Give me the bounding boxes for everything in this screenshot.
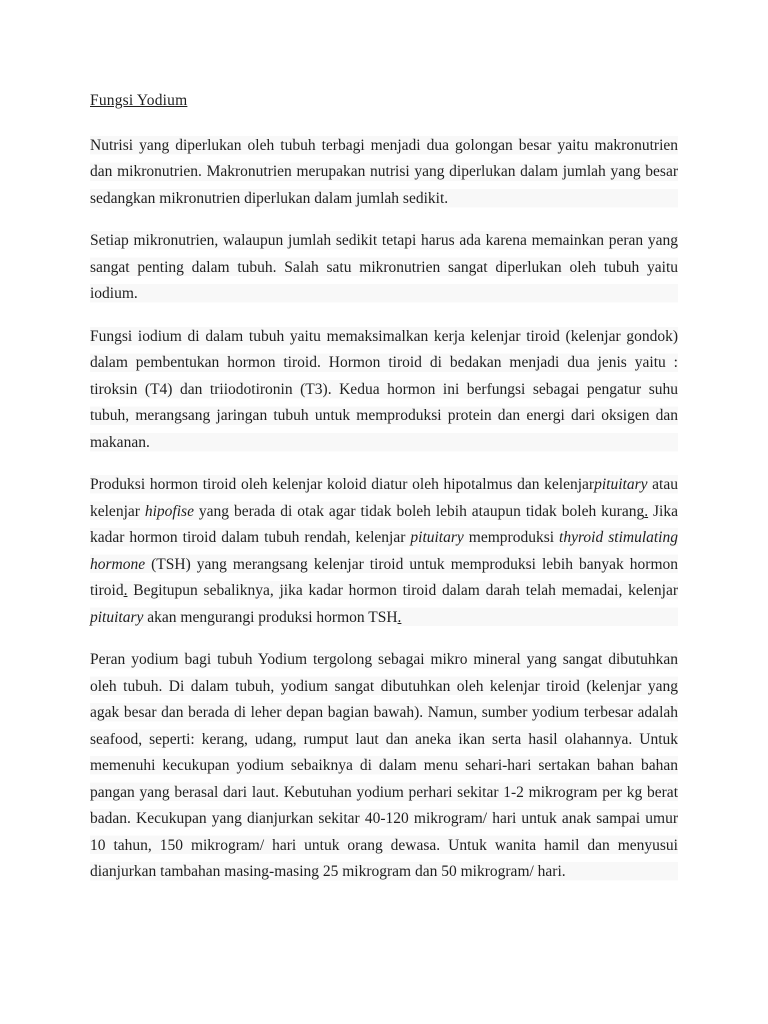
- document-body: [90, 133, 678, 886]
- text-run: yang berada di otak agar tidak boleh lebih ataupun tidak boleh kurang: [193, 502, 645, 520]
- text-run: Jika kadar hormon tiroid dalam tubuh rendah, kelenjar: [90, 502, 678, 546]
- text-run: pituitary: [594, 476, 648, 493]
- text-run: akan mengurangi produksi hormon TSH: [143, 608, 398, 626]
- text-run: .: [397, 608, 402, 626]
- text-run: Produksi hormon tiroid oleh kelenjar koloid diatur oleh hipotalmus dan kelenjar: [90, 476, 595, 493]
- text-run: atau kelenjar: [90, 476, 678, 520]
- text-run: hipofise: [144, 502, 194, 520]
- paragraph-5: [90, 647, 678, 886]
- paragraph-2: [90, 228, 678, 308]
- text-run: (TSH) yang merangsang kelenjar tiroid untuk memproduksi lebih banyak hormon tiroid: [90, 555, 678, 599]
- text-run: Nutrisi yang diperlukan oleh tubuh terbagi menjadi dua golongan besar yaitu makronutrien dan mikronutrien. Makronutrien merupakan nutrisi yang diperlukan dalam jumlah yang besar sedangkan mikronutrien diperlukan dalam jumlah sedikit.: [90, 136, 678, 207]
- text-run: .: [644, 502, 649, 520]
- document-title: Fungsi Yodium: [90, 92, 188, 109]
- text-run: thyroid stimulating hormone: [90, 529, 678, 573]
- text-run: pituitary: [410, 529, 464, 546]
- text-run: Setiap mikronutrien, walaupun jumlah sedikit tetapi harus ada karena memainkan peran yang sangat penting dalam tubuh. Salah satu mikronutrien sangat diperlukan oleh tubuh yaitu iodium.: [90, 232, 678, 302]
- paragraph-3: [90, 324, 678, 457]
- text-run: Peran yodium bagi tubuh Yodium tergolong sebagai mikro mineral yang sangat dibutuhkan oleh tubuh. Di dalam tubuh, yodium sangat dibutuhkan oleh kelenjar tiroid (kelenjar yang agak besar dan berada di leher depan bagian bawah). Namun, sumber yodium terbesar adalah seafood, seperti: kerang, udang, rumput laut dan aneka ikan serta hasil olahannya. Untuk memenuhi kecukupan yodium sebaiknya di dalam menu sehari-hari sertakan bahan bahan pangan yang berasal dari laut. Kebutuhan yodium perhari sekitar 1-2 mikrogram per kg berat badan. Kecukupan yang dianjurkan sekitar 40-120 mikrogram/ hari untuk anak sampai umur 10 tahun, 150 mikrogram/ hari untuk orang dewasa. Untuk wanita hamil dan menyusui dianjurkan tambahan masing-masing 25 mikrogram dan 50 mikrogram/ hari.: [90, 651, 678, 880]
- text-run: memproduksi: [463, 529, 560, 546]
- text-run: .: [123, 582, 128, 599]
- text-run: Fungsi iodium di dalam tubuh yaitu memaksimalkan kerja kelenjar tiroid (kelenjar gondok) dalam pembentukan hormon tiroid. Hormon tiroid di bedakan menjadi dua jenis yaitu : tiroksin (T4) dan triiodotironin (T3). Kedua hormon ini berfungsi sebagai pengatur suhu tubuh, merangsang jaringan tubuh untuk memproduksi protein dan energi dari oksigen dan makanan.: [90, 327, 678, 451]
- paragraph-1: [90, 133, 678, 213]
- text-run: Begitupun sebaliknya, jika kadar hormon tiroid dalam darah telah memadai, kelenjar: [127, 582, 678, 599]
- text-run: pituitary: [90, 608, 144, 626]
- paragraph-4: [90, 472, 678, 631]
